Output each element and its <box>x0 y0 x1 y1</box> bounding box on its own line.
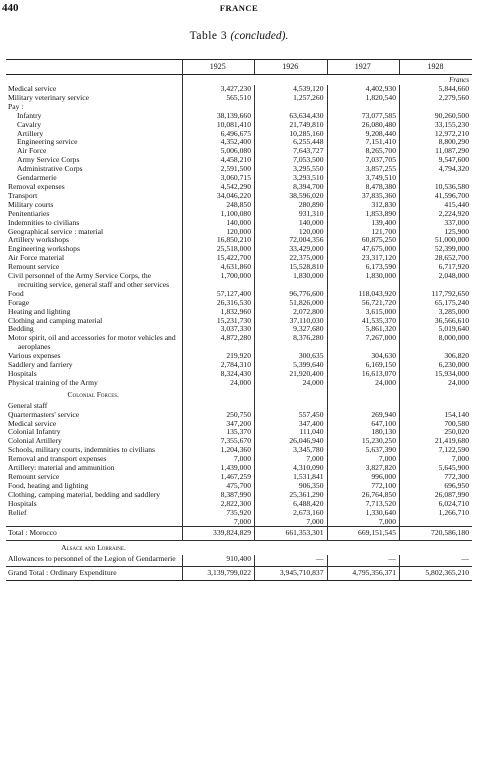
row-value: 300,635 <box>255 352 328 361</box>
row-value: 1,830,000 <box>255 272 328 290</box>
row-value: — <box>327 555 400 566</box>
row-value: 10,536,580 <box>400 183 473 192</box>
row-value: 931,310 <box>255 210 328 219</box>
row-label: Artillery workshops <box>8 236 69 245</box>
row-value: 7,000 <box>182 518 255 527</box>
year-header-row <box>6 60 472 75</box>
row-value: 5,399,640 <box>255 361 328 370</box>
row-value: 24,000 <box>182 379 255 388</box>
total-label: Total : Morocco <box>6 527 182 541</box>
row-value: 269,940 <box>327 411 400 420</box>
row-value: 3,139,799,022 <box>182 567 255 581</box>
row-value: 6,173,590 <box>327 263 400 272</box>
row-value: 2,591,500 <box>182 165 255 174</box>
row-value: 9,327,680 <box>255 325 328 334</box>
row-value: 772,100 <box>327 482 400 491</box>
row-label: Saddlery and farriery <box>8 361 73 370</box>
row-label: Geographical service : material <box>8 227 104 236</box>
row-value: 720,586,180 <box>400 527 473 541</box>
row-label: Engineering workshops <box>8 245 80 254</box>
row-value: 7,122,590 <box>400 446 473 455</box>
row-value: 4,352,400 <box>182 138 255 147</box>
row-value: 312,830 <box>327 201 400 210</box>
row-value: 120,000 <box>255 228 328 237</box>
units-label: Francs <box>182 75 472 86</box>
table-row <box>6 518 472 527</box>
row-label: Army Service Corps <box>17 156 80 165</box>
row-label: Food <box>8 289 24 298</box>
row-value: 65,175,240 <box>400 299 473 308</box>
row-value: 25,518,000 <box>182 245 255 254</box>
row-value: 7,000 <box>255 455 328 464</box>
row-value: 8,324,430 <box>182 370 255 379</box>
row-value: 140,000 <box>255 219 328 228</box>
row-value: 25,361,290 <box>255 491 328 500</box>
row-value: 1,204,360 <box>182 446 255 455</box>
row-value: 63,634,430 <box>255 112 328 121</box>
row-label: Colonial Artillery <box>8 437 62 446</box>
row-label: Air Force <box>17 147 47 156</box>
row-value: 33,429,000 <box>255 245 328 254</box>
row-value: 10,081,410 <box>182 121 255 130</box>
row-value: 9,208,440 <box>327 130 400 139</box>
row-value: 8,394,700 <box>255 183 328 192</box>
row-value: 120,000 <box>182 228 255 237</box>
row-value: 7,037,705 <box>327 156 400 165</box>
row-value: 73,077,585 <box>327 112 400 121</box>
row-value: 4,539,120 <box>255 85 328 94</box>
row-value: 6,230,000 <box>400 361 473 370</box>
table-row <box>6 379 472 388</box>
table-title-sub: (concluded). <box>230 30 289 42</box>
row-value: 8,387,990 <box>182 491 255 500</box>
total-row <box>6 527 472 541</box>
row-value: 22,375,000 <box>255 254 328 263</box>
row-value: 15,231,730 <box>182 317 255 326</box>
row-value: 1,266,710 <box>400 509 473 518</box>
row-label: Schools, military courts, indemnities to civilians <box>8 446 156 455</box>
row-value: 5,637,390 <box>327 446 400 455</box>
row-value: 90,260,500 <box>400 112 473 121</box>
row-value: 8,000,000 <box>400 334 473 352</box>
row-label: Military veterinary service <box>8 93 89 102</box>
row-label: Hospitals <box>8 370 37 378</box>
row-label: Air Force material <box>8 254 65 263</box>
row-value: 118,043,920 <box>327 290 400 299</box>
row-value: 250,750 <box>182 411 255 420</box>
row-value: 2,279,560 <box>400 94 473 103</box>
row-value: 10,285,160 <box>255 130 328 139</box>
units-spacer <box>6 75 182 86</box>
row-value: 26,087,990 <box>400 491 473 500</box>
row-value: 910,400 <box>182 555 255 566</box>
grand-total-row <box>6 567 472 581</box>
row-label <box>6 518 182 527</box>
row-value: 37,110,030 <box>255 317 328 326</box>
section-heading: Alsace and Lorraine. <box>61 543 126 553</box>
row-value: 51,826,000 <box>255 299 328 308</box>
row-value <box>400 388 473 402</box>
row-label: Clothing, camping material, bedding and saddlery <box>8 490 161 499</box>
row-label: Gendarmerie <box>17 174 57 183</box>
row-value: 2,048,000 <box>400 272 473 290</box>
row-label: Various expenses <box>8 352 61 361</box>
row-value: 4,402,930 <box>327 85 400 94</box>
row-value: 140,000 <box>182 219 255 228</box>
row-label: Administrative Corps <box>17 165 83 174</box>
row-value: 700,580 <box>400 420 473 429</box>
row-value: 9,547,600 <box>400 156 473 165</box>
row-value: 7,151,410 <box>327 138 400 147</box>
row-value: 1,830,000 <box>327 272 400 290</box>
row-value: 5,645,900 <box>400 464 473 473</box>
row-value: 24,000 <box>400 379 473 388</box>
row-value: 7,355,670 <box>182 437 255 446</box>
row-value: 1,700,000 <box>182 272 255 290</box>
row-value: 8,265,700 <box>327 147 400 156</box>
row-label: Military courts <box>8 200 54 209</box>
row-value: 11,087,290 <box>400 147 473 156</box>
row-value: 248,850 <box>182 201 255 210</box>
row-label: Remount service <box>8 472 60 481</box>
row-value: 72,004,356 <box>255 236 328 245</box>
row-value <box>182 388 255 402</box>
row-value: 26,080,480 <box>327 121 400 130</box>
row-value: 996,000 <box>327 473 400 482</box>
row-value: 154,140 <box>400 411 473 420</box>
page-header <box>0 2 478 16</box>
row-value: 4,795,356,371 <box>327 567 400 581</box>
row-value: 337,000 <box>400 219 473 228</box>
row-value: 3,857,255 <box>327 165 400 174</box>
row-label: Quartermasters' service <box>8 410 80 419</box>
row-label: Medical service <box>8 85 57 93</box>
row-value: 16,850,210 <box>182 236 255 245</box>
row-value: 21,419,680 <box>400 437 473 446</box>
row-value: 1,820,540 <box>327 94 400 103</box>
row-value: 3,615,000 <box>327 308 400 317</box>
row-value: 15,230,250 <box>327 437 400 446</box>
page-number: 440 <box>2 2 19 14</box>
row-value: 4,794,320 <box>400 165 473 174</box>
row-value: 5,844,660 <box>400 85 473 94</box>
row-value: 3,293,510 <box>255 174 328 183</box>
row-value: 3,295,550 <box>255 165 328 174</box>
row-value: 2,224,920 <box>400 210 473 219</box>
row-value: 280,890 <box>255 201 328 210</box>
row-value: 4,631,860 <box>182 263 255 272</box>
row-value: 21,920,400 <box>255 370 328 379</box>
row-label: Clothing and camping material <box>8 316 103 325</box>
row-label: Infantry <box>17 111 42 120</box>
row-value: 6,169,150 <box>327 361 400 370</box>
row-label: Food, heating and lighting <box>8 481 89 490</box>
row-label: Cavalry <box>17 120 42 129</box>
row-value: 6,488,420 <box>255 500 328 509</box>
row-value: 8,376,280 <box>255 334 328 352</box>
table-row <box>6 334 472 352</box>
row-label: Motor spirit, oil and accessories for motor vehicles and aeroplanes <box>8 334 176 352</box>
row-value: 772,300 <box>400 473 473 482</box>
row-value: 5,019,640 <box>400 325 473 334</box>
row-value: 4,458,210 <box>182 156 255 165</box>
row-value: 3,345,780 <box>255 446 328 455</box>
row-value: 7,000 <box>327 455 400 464</box>
row-value: 2,673,160 <box>255 509 328 518</box>
row-value: 2,822,300 <box>182 500 255 509</box>
row-value: 12,972,210 <box>400 130 473 139</box>
row-value: 4,310,090 <box>255 464 328 473</box>
table-body <box>6 75 472 581</box>
row-label: Allowances to personnel of the Legion of Gendarmerie <box>8 555 176 564</box>
row-value: 219,920 <box>182 352 255 361</box>
row-value: 52,399,000 <box>400 245 473 254</box>
row-value: 47,675,000 <box>327 245 400 254</box>
row-label: Hospitals <box>8 499 37 508</box>
row-value: 1,853,890 <box>327 210 400 219</box>
row-value: 3,285,000 <box>400 308 473 317</box>
table-row <box>6 272 472 290</box>
row-value: 669,151,545 <box>327 527 400 541</box>
row-label: Civil personnel of the Army Service Corps, the recruiting service, general staff and other services <box>8 272 170 289</box>
row-label: Medical service <box>8 419 57 428</box>
row-value: 339,824,829 <box>182 527 255 541</box>
row-value: 7,267,000 <box>327 334 400 352</box>
row-value: 26,046,940 <box>255 437 328 446</box>
row-label: Heating and lighting <box>8 307 71 316</box>
row-value: 3,060,715 <box>182 174 255 183</box>
row-value: 1,832,960 <box>182 308 255 317</box>
row-label: General staff <box>8 401 48 410</box>
row-value: 415,440 <box>400 201 473 210</box>
row-value: 7,713,520 <box>327 500 400 509</box>
row-value: 250,020 <box>400 428 473 437</box>
row-value <box>400 518 473 527</box>
row-value: 180,130 <box>327 428 400 437</box>
row-value: 135,370 <box>182 428 255 437</box>
row-value: 6,024,710 <box>400 500 473 509</box>
row-value: 41,596,700 <box>400 192 473 201</box>
row-value: 8,800,290 <box>400 138 473 147</box>
row-value: 24,000 <box>255 379 328 388</box>
row-value: 2,784,310 <box>182 361 255 370</box>
row-value: 111,040 <box>255 428 328 437</box>
row-value: 5,802,365,210 <box>400 567 473 581</box>
row-value: 4,542,290 <box>182 183 255 192</box>
row-label: Artillery <box>17 129 44 138</box>
row-value: 38,596,020 <box>255 192 328 201</box>
grand-total-label: Grand Total : Ordinary Expenditure <box>6 567 182 581</box>
year-column-header: 1926 <box>255 60 328 75</box>
row-value: — <box>400 555 473 566</box>
row-value: 3,749,510 <box>327 174 400 183</box>
table-row <box>6 388 472 402</box>
row-value: 38,139,660 <box>182 112 255 121</box>
row-label: Bedding <box>8 325 34 334</box>
row-value: 6,496,675 <box>182 130 255 139</box>
row-value: 139,400 <box>327 219 400 228</box>
row-value: 2,072,800 <box>255 308 328 317</box>
row-value: 5,006,080 <box>182 147 255 156</box>
row-value: 37,835,360 <box>327 192 400 201</box>
table-row <box>6 555 472 566</box>
row-value: 16,613,070 <box>327 370 400 379</box>
row-label: Pay : <box>8 102 24 111</box>
row-value: 4,872,280 <box>182 334 255 352</box>
row-label: Forage <box>8 298 30 307</box>
row-value: 3,945,710,837 <box>255 567 328 581</box>
row-label: Physical training of the Army <box>8 378 98 387</box>
year-column-header: 1925 <box>182 60 255 75</box>
row-value: 15,934,000 <box>400 370 473 379</box>
row-value: 51,000,000 <box>400 236 473 245</box>
row-value: 21,749,810 <box>255 121 328 130</box>
table-title <box>0 30 478 42</box>
row-value: 28,652,700 <box>400 254 473 263</box>
row-value: 57,127,400 <box>182 290 255 299</box>
row-value: 306,820 <box>400 352 473 361</box>
row-value: 1,100,080 <box>182 210 255 219</box>
row-value: 1,531,841 <box>255 473 328 482</box>
row-label: Relief <box>8 508 27 517</box>
row-value: 96,776,600 <box>255 290 328 299</box>
row-value: 24,000 <box>327 379 400 388</box>
row-value: — <box>255 555 328 566</box>
row-value: 6,717,920 <box>400 263 473 272</box>
row-value: 3,037,330 <box>182 325 255 334</box>
table-row <box>6 94 472 103</box>
row-value <box>327 388 400 402</box>
row-value: 121,700 <box>327 228 400 237</box>
row-value: 15,422,700 <box>182 254 255 263</box>
row-label: Removal and transport expenses <box>8 455 107 464</box>
row-label: Engineering service <box>17 138 78 147</box>
row-value: 696,950 <box>400 482 473 491</box>
table-title-main: Table 3 <box>189 30 228 42</box>
row-value: 117,792,650 <box>400 290 473 299</box>
row-label: Transport <box>8 191 38 200</box>
section-heading: Colonial Forces. <box>67 389 119 399</box>
running-head: FRANCE <box>219 3 259 13</box>
row-value: 1,439,000 <box>182 464 255 473</box>
row-label: Removal expenses <box>8 182 65 191</box>
budget-table <box>6 59 472 581</box>
row-label: Penitentiaries <box>8 209 50 218</box>
row-value: 26,316,530 <box>182 299 255 308</box>
row-value <box>255 388 328 402</box>
row-value: 56,721,720 <box>327 299 400 308</box>
row-value: 8,478,380 <box>327 183 400 192</box>
row-label: Colonial Infantry <box>8 428 61 437</box>
row-value: 60,875,250 <box>327 236 400 245</box>
row-value: 565,510 <box>182 94 255 103</box>
row-value: 7,643,727 <box>255 147 328 156</box>
row-value: 906,350 <box>255 482 328 491</box>
row-label: Remount service <box>8 263 60 272</box>
row-value: 6,255,448 <box>255 138 328 147</box>
row-value: 304,630 <box>327 352 400 361</box>
row-value: 1,257,260 <box>255 94 328 103</box>
row-value: 1,467,259 <box>182 473 255 482</box>
row-value: 23,317,120 <box>327 254 400 263</box>
row-value: 5,861,320 <box>327 325 400 334</box>
row-value: 36,566,610 <box>400 317 473 326</box>
row-value: 735,920 <box>182 509 255 518</box>
row-value: 1,330,640 <box>327 509 400 518</box>
row-value: 347,200 <box>182 420 255 429</box>
row-value: 647,100 <box>327 420 400 429</box>
row-value: 3,827,820 <box>327 464 400 473</box>
row-value: 475,700 <box>182 482 255 491</box>
row-value: 34,046,220 <box>182 192 255 201</box>
row-value: 41,535,370 <box>327 317 400 326</box>
row-label: Artillery: material and ammunition <box>8 464 115 473</box>
row-value: 7,000 <box>327 518 400 527</box>
row-value: 15,528,810 <box>255 263 328 272</box>
row-value: 26,764,850 <box>327 491 400 500</box>
year-column-header: 1927 <box>327 60 400 75</box>
row-value: 661,353,301 <box>255 527 328 541</box>
row-value: 33,155,230 <box>400 121 473 130</box>
row-value: 7,000 <box>182 455 255 464</box>
table-row <box>6 541 472 555</box>
row-value: 7,000 <box>400 455 473 464</box>
year-column-header: 1928 <box>400 60 473 75</box>
row-label: Indemnities to civilians <box>8 218 80 227</box>
row-value: 3,427,230 <box>182 85 255 94</box>
row-value: 125,900 <box>400 228 473 237</box>
row-value: 347,400 <box>255 420 328 429</box>
row-value: 7,000 <box>255 518 328 527</box>
label-column-header <box>6 60 182 75</box>
row-value: 7,053,500 <box>255 156 328 165</box>
row-value: 557,450 <box>255 411 328 420</box>
